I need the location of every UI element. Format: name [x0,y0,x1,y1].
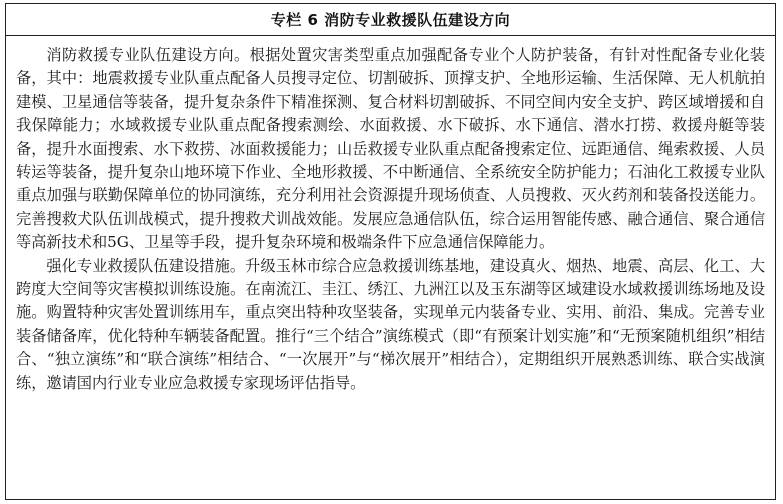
paragraph-construction-direction: 消防救援专业队伍建设方向。根据处置灾害类型重点加强配备专业个人防护装备，有针对性配备专业化装备，其中：地震救援专业队重点配备人员搜寻定位、切割破拆、顶撑支护、全地形运输、生活保障、无人机航拍建模、卫星通信等装备，提升复杂条件下精准探测、复合材料切割破拆、不同空间内安全支护、跨区域增援和自我保障能力；水域救援专业队重点配备搜索测绘、水面救援、水下破拆、水下通信、潜水打捞、救援舟艇等装备，提升水面搜索、水下救捞、冰面救援能力；山岳救援专业队重点配备搜索定位、远距通信、绳索救援、人员转运等装备，提升复杂山地环境下作业、全地形救援、不中断通信、全系统安全防护能力；石油化工救援专业队重点加强与联勤保障单位的协同演练，充分利用社会资源提升现场侦查、人员搜救、灭火药剂和装备投送能力。完善搜救犬队伍训战模式，提升搜救犬训战效能。发展应急通信队伍，综合运用智能传感、融合通信、聚合通信等高新技术和5G、卫星等手段，提升复杂环境和极端条件下应急通信保障能力。 [16,46,765,252]
paragraph-construction-measures: 强化专业救援队伍建设措施。升级玉林市综合应急救援训练基地，建设真火、烟热、地震、高层、化工、大跨度大空间等灾害模拟训练设施。在南流江、圭江、绣江、九洲江以及玉东湖等区域建设水域救援训练场地及设施。购置特种灾害处置训练用车，重点突出特种攻坚装备，实现单元内装备专业、实用、前沿、集成。完善专业装备储备库，优化特种车辆装备配置。推行“三个结合”演练模式（即“有预案计划实施”和“无预案随机组织”相结合、“独立演练”和“联合演练”相结合、“一次展开”与“梯次展开”相结合），定期组织开展熟悉训练、联合实战演练，邀请国内行业专业应急救援专家现场评估指导。 [16,256,765,392]
box-content [6,36,775,395]
box-title: 专栏 6 消防专业救援队伍建设方向 [6,4,775,36]
sidebar-box [5,3,776,500]
